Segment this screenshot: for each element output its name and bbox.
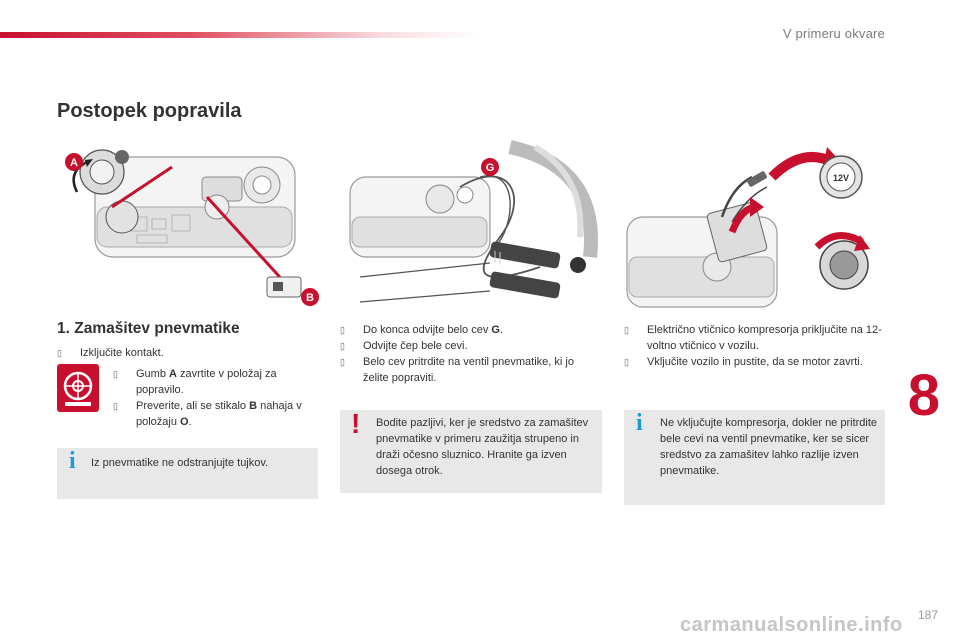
compressor-drawing bbox=[57, 137, 319, 313]
bullet-icon: ▯ bbox=[113, 401, 118, 411]
socket-drawing bbox=[622, 137, 884, 313]
section-title-tyre-sealing: 1. Zamašitev pnevmatike bbox=[57, 320, 240, 337]
list-item bbox=[340, 338, 602, 354]
list-item bbox=[624, 354, 886, 370]
bullet-icon: ▯ bbox=[340, 357, 345, 367]
note-text: Iz pnevmatike ne odstranjujte tujkov. bbox=[91, 457, 269, 469]
bullet-icon: ▯ bbox=[57, 348, 62, 358]
watermark: carmanualsonline.info bbox=[680, 614, 903, 636]
socket-label: 12V bbox=[832, 173, 850, 183]
warning-icon: ! bbox=[351, 408, 361, 439]
list-item bbox=[340, 354, 602, 386]
item-text: Odvijte čep bele cevi. bbox=[363, 340, 468, 352]
warning-text: Bodite pazljivi, ker je sredstvo za zamašitev pnevmatike v primeru zaužitja strupeno in draži očesno sluznico. Hranite ga izven dosega otrok. bbox=[376, 417, 589, 477]
item-text: Izključite kontakt. bbox=[80, 347, 164, 359]
list-item bbox=[340, 322, 602, 338]
column3-list bbox=[624, 322, 886, 370]
column2-list bbox=[340, 322, 602, 386]
bullet-icon: ▯ bbox=[340, 341, 345, 351]
page-title: Postopek popravila bbox=[57, 100, 242, 122]
bullet-icon: ▯ bbox=[624, 357, 629, 367]
item-text-pre: Do konca odvijte belo cev bbox=[363, 324, 492, 336]
item-text-pre: Preverite, ali se stikalo bbox=[136, 400, 250, 412]
column1-list-a bbox=[57, 345, 307, 361]
list-item bbox=[624, 322, 886, 354]
item-text-pre: Gumb bbox=[136, 368, 170, 380]
callout-g: G bbox=[485, 162, 495, 174]
item-text-post: . bbox=[499, 324, 504, 336]
list-item bbox=[57, 345, 307, 361]
item-text: Belo cev pritrdite na ventil pnevmatike, ki jo želite popraviti. bbox=[363, 356, 574, 384]
item-key-g: G bbox=[491, 324, 500, 336]
item-key-b: B bbox=[249, 400, 258, 412]
callout-b: B bbox=[306, 292, 314, 304]
ignition-off-icon bbox=[57, 364, 99, 412]
note-text: Ne vključujte kompresorja, dokler ne pritrdite bele cevi na ventil pnevmatike, ker se sicer sredstvo za zamašitev lahko razlije izven pnevmatike. bbox=[660, 417, 878, 477]
header-accent-bar bbox=[0, 32, 480, 38]
callout-a: A bbox=[70, 157, 78, 169]
item-text: Vključite vozilo in pustite, da se motor zavrti. bbox=[647, 356, 863, 368]
item-text-post: . bbox=[188, 416, 192, 428]
illustration-power-socket bbox=[622, 137, 884, 313]
item-text: Električno vtičnico kompresorja priključite na 12-voltno vtičnico v vozilu. bbox=[647, 324, 882, 352]
section-header: V primeru okvare bbox=[782, 26, 885, 41]
info-note-col3 bbox=[624, 410, 885, 505]
bullet-icon: ▯ bbox=[624, 325, 629, 335]
info-note-col1 bbox=[57, 448, 318, 499]
info-icon: i bbox=[636, 410, 643, 436]
list-item bbox=[113, 398, 313, 430]
column1-list-b bbox=[113, 366, 313, 430]
item-key-a: A bbox=[169, 368, 177, 380]
info-icon: i bbox=[69, 448, 76, 474]
bullet-icon: ▯ bbox=[113, 369, 118, 379]
item-key-o: O bbox=[180, 416, 189, 428]
warning-note-col2 bbox=[340, 410, 602, 493]
bullet-icon: ▯ bbox=[340, 325, 345, 335]
list-item bbox=[113, 366, 313, 398]
item-text-post: zavrtite v položaj za popravilo. bbox=[136, 368, 277, 396]
illustration-compressor-controls bbox=[57, 137, 319, 313]
illustration-hose-valve bbox=[340, 137, 602, 313]
chapter-number: 8 bbox=[907, 363, 940, 428]
ignition-icon-drawing bbox=[57, 364, 99, 412]
hose-drawing bbox=[340, 137, 602, 313]
item-text-mid: nahaja v položaju bbox=[136, 400, 302, 428]
page-number: 187 bbox=[917, 608, 938, 622]
